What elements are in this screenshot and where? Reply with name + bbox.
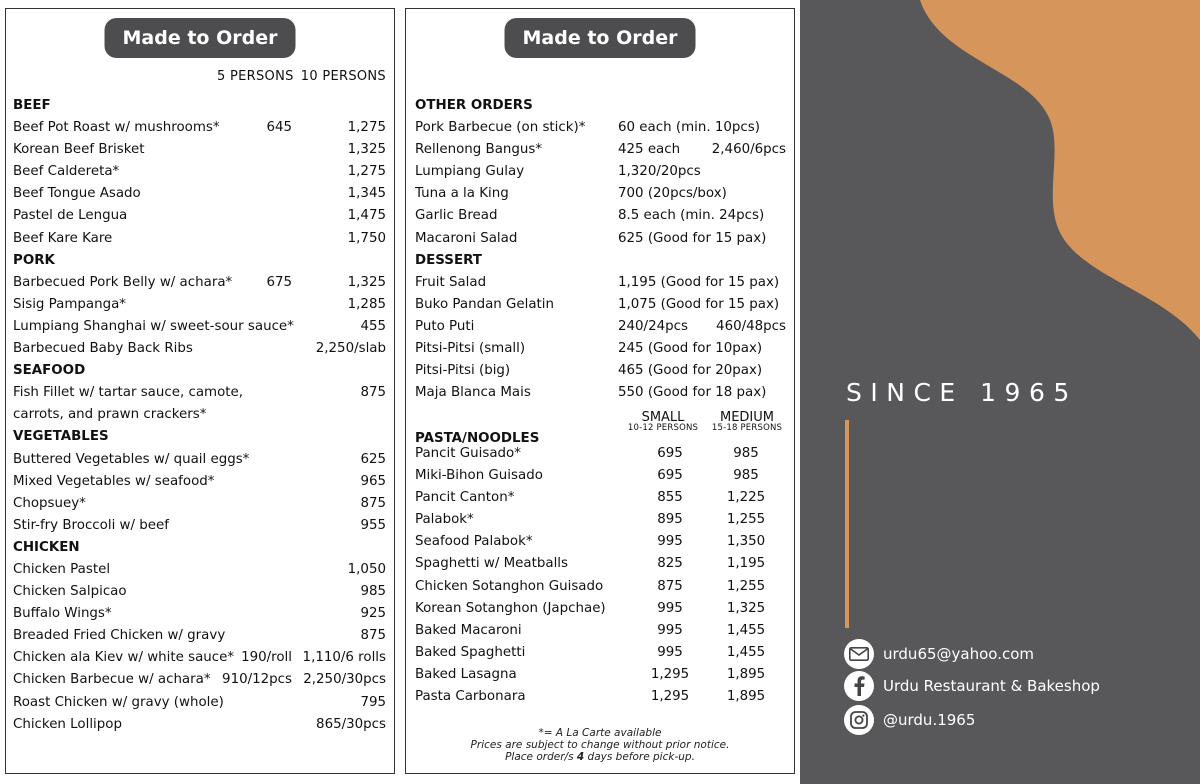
since-year: SINCE 1965 [846, 378, 1078, 407]
item-price: 60 each (min. 10pcs) [618, 120, 760, 136]
menu-item [13, 294, 386, 316]
category-heading [415, 250, 786, 272]
category-name: VEGETABLES [13, 429, 109, 445]
item-price: 1,320/20pcs [618, 164, 701, 180]
footnote-prices: Prices are subject to change without prior notice. [470, 739, 730, 751]
menu-item [13, 471, 386, 493]
menu-item [415, 294, 786, 316]
price-small: 995 [657, 600, 683, 616]
pasta-item [415, 686, 786, 708]
item-name: Chicken Lollipop [13, 716, 122, 732]
pasta-item [415, 664, 786, 686]
price-small: 995 [657, 644, 683, 660]
menu-item [13, 714, 386, 736]
category-name: OTHER ORDERS [415, 98, 533, 113]
category-heading [13, 360, 386, 382]
item-name: Chicken Pastel [13, 561, 111, 577]
item-name: Fruit Salad [415, 274, 487, 290]
item-price: 245 (Good for 10pax) [618, 341, 763, 357]
item-name: Stir-fry Broccoli w/ beef [13, 517, 169, 533]
menu-item [415, 183, 786, 205]
menu-item [415, 161, 786, 183]
price-small: 855 [657, 490, 683, 506]
price-10-persons: 875 [360, 628, 386, 644]
pasta-item [415, 553, 786, 575]
item-name: Buffalo Wings* [13, 606, 112, 622]
item-name: Korean Beef Brisket [13, 142, 145, 158]
other-orders-list [415, 95, 786, 404]
item-name: Pork Barbecue (on stick)* [415, 120, 586, 136]
item-name: Garlic Bread [415, 208, 498, 224]
item-name: Pitsi-Pitsi (big) [415, 363, 511, 379]
item-name: Pasta Carbonara [415, 689, 526, 705]
price-10-persons: 1,110/6 rolls [302, 650, 386, 666]
pasta-item [415, 642, 786, 664]
menu-item [415, 316, 786, 338]
category-heading [13, 426, 386, 448]
menu-item [13, 117, 386, 139]
category-heading [13, 537, 386, 559]
item-name: Chicken Salpicao [13, 584, 127, 600]
item-name: Beef Pot Roast w/ mushrooms* [13, 120, 220, 136]
item-name: Lumpiang Shanghai w/ sweet-sour sauce* [13, 318, 294, 334]
item-price: 465 (Good for 20pax) [618, 363, 763, 379]
item-price: 8.5 each (min. 24pcs) [618, 208, 765, 224]
instagram-contact[interactable] [844, 705, 975, 735]
menu-item [13, 515, 386, 537]
price-small: 995 [657, 622, 683, 638]
price-small: 1,295 [650, 666, 690, 682]
pasta-item [415, 598, 786, 620]
item-price-alt: 2,460/6pcs [711, 142, 786, 158]
envelope-icon [844, 639, 874, 669]
price-5-persons: 645 [266, 120, 292, 136]
item-name: Barbecued Pork Belly w/ achara* [13, 274, 233, 290]
instagram-icon [844, 705, 874, 735]
menu-item [13, 228, 386, 250]
item-name: Maja Blanca Mais [415, 385, 531, 401]
price-small: 825 [657, 556, 683, 572]
price-medium: 1,325 [726, 600, 766, 616]
item-name: Sisig Pampanga* [13, 296, 126, 312]
item-name: Pastel de Lengua [13, 208, 128, 224]
category-name: CHICKEN [13, 539, 80, 555]
item-name: Baked Macaroni [415, 622, 522, 638]
item-name: Pancit Guisado* [415, 446, 521, 461]
menu-item [415, 360, 786, 382]
menu-item [13, 692, 386, 714]
footnote-post: days before pick-up. [584, 751, 695, 763]
menu-item [13, 493, 386, 515]
email-text[interactable]: urdu65@yahoo.com [883, 645, 1034, 663]
category-heading [415, 95, 786, 117]
pasta-list [415, 443, 786, 708]
menu-item [13, 183, 386, 205]
category-heading [13, 250, 386, 272]
price-medium: 1,455 [726, 644, 766, 660]
price-10-persons: 1,050 [347, 561, 386, 577]
price-medium: 985 [733, 446, 759, 461]
small-persons: 10-12 PERSONS [627, 423, 699, 433]
item-price: 240/24pcs [618, 318, 688, 334]
item-name: Barbecued Baby Back Ribs [13, 341, 193, 357]
instagram-text[interactable]: @urdu.1965 [883, 711, 976, 729]
menu-item [13, 205, 386, 227]
menu-panel-middle [405, 8, 795, 774]
item-name: Lumpiang Gulay [415, 164, 525, 180]
item-name: Tuna a la King [415, 186, 509, 202]
pasta-item [415, 576, 786, 598]
item-price: 625 (Good for 15 pax) [618, 230, 767, 246]
price-medium: 1,255 [726, 578, 766, 594]
facebook-contact[interactable] [844, 671, 1100, 701]
menu-item [13, 559, 386, 581]
price-5-persons: 675 [266, 274, 292, 290]
item-name: Chicken ala Kiev w/ white sauce* [13, 650, 235, 666]
item-name: Spaghetti w/ Meatballs [415, 556, 568, 572]
facebook-icon [844, 671, 874, 701]
category-name: PORK [13, 252, 55, 268]
menu-item [415, 272, 786, 294]
item-name: Baked Spaghetti [415, 644, 526, 660]
medium-label: MEDIUM [719, 410, 774, 425]
menu-item [13, 581, 386, 603]
column-header-5-persons: 5 PERSONS [217, 69, 294, 84]
item-name: Beef Caldereta* [13, 164, 120, 180]
menu-item [13, 647, 386, 669]
item-name: Roast Chicken w/ gravy (whole) [13, 694, 224, 710]
price-small: 1,295 [650, 689, 690, 705]
item-name: Palabok* [415, 512, 474, 528]
pasta-item [415, 487, 786, 509]
pasta-item [415, 465, 786, 487]
price-medium: 1,225 [726, 490, 766, 506]
item-price: 1,195 (Good for 15 pax) [618, 274, 780, 290]
menu-item [13, 449, 386, 471]
item-name: Baked Lasagna [415, 666, 517, 682]
price-10-persons: 875 [360, 385, 386, 401]
item-name: Seafood Palabok* [415, 534, 533, 550]
column-header-10-persons: 10 PERSONS [300, 69, 386, 84]
menu-item [13, 669, 386, 691]
menu-item [415, 205, 786, 227]
price-10-persons: 1,345 [347, 186, 386, 202]
category-name: DESSERT [415, 252, 482, 268]
item-name: Beef Tongue Asado [13, 186, 141, 202]
menu-item [13, 272, 386, 294]
accent-bar [845, 420, 849, 628]
price-medium: 1,195 [726, 556, 766, 572]
price-10-persons: 455 [360, 318, 386, 334]
menu-item [13, 625, 386, 647]
price-small: 695 [657, 468, 683, 484]
footnote-days: 4 [576, 751, 585, 763]
item-name: Korean Sotanghon (Japchae) [415, 600, 606, 616]
pasta-item [415, 509, 786, 531]
price-10-persons: 1,275 [347, 120, 386, 136]
price-small: 695 [657, 446, 683, 461]
email-contact[interactable] [844, 639, 1034, 669]
price-small: 875 [657, 578, 683, 594]
price-medium: 985 [733, 468, 759, 484]
footnote-pre: Place order/s [505, 751, 577, 763]
menu-item [13, 139, 386, 161]
item-name: Macaroni Salad [415, 230, 518, 246]
price-10-persons: 955 [360, 517, 386, 533]
price-medium: 1,895 [726, 689, 766, 705]
item-name: Breaded Fried Chicken w/ gravy [13, 628, 226, 644]
pasta-item [415, 443, 786, 465]
menu-item [415, 228, 786, 250]
category-name: SEAFOOD [13, 363, 86, 379]
footnotes [406, 727, 794, 763]
menu-item [415, 382, 786, 404]
item-name: Chopsuey* [13, 495, 86, 511]
menu-item [415, 117, 786, 139]
menu-item [13, 161, 386, 183]
price-medium: 1,255 [726, 512, 766, 528]
item-name: Chicken Sotanghon Guisado [415, 578, 604, 594]
item-price: 550 (Good for 18 pax) [618, 385, 767, 401]
price-small: 995 [657, 534, 683, 550]
price-10-persons: 1,325 [347, 142, 386, 158]
left-menu-list [13, 95, 386, 736]
menu-item [415, 338, 786, 360]
item-price: 700 (20pcs/box) [618, 186, 727, 202]
item-name: Beef Kare Kare [13, 230, 113, 246]
item-price-alt: 460/48pcs [716, 318, 786, 334]
brand-side-panel [800, 0, 1200, 784]
pasta-item [415, 531, 786, 553]
item-name: Miki-Bihon Guisado [415, 468, 543, 484]
category-name: BEEF [13, 98, 51, 113]
menu-item [415, 139, 786, 161]
menu-item [13, 603, 386, 625]
item-price: 1,075 (Good for 15 pax) [618, 296, 780, 312]
pasta-item [415, 620, 786, 642]
price-10-persons: 985 [360, 584, 386, 600]
item-name: Fish Fillet w/ tartar sauce, camote, carrots, and prawn crackers* [13, 385, 244, 423]
facebook-text[interactable]: Urdu Restaurant & Bakeshop [883, 677, 1100, 695]
item-name: Puto Puti [415, 318, 475, 334]
item-name: Pancit Canton* [415, 490, 515, 506]
price-10-persons: 965 [360, 473, 386, 489]
price-5-persons: 910/12pcs [222, 672, 292, 688]
item-name: Mixed Vegetables w/ seafood* [13, 473, 215, 489]
price-medium: 1,455 [726, 622, 766, 638]
price-small: 895 [657, 512, 683, 528]
footnote-order-lead-time [406, 751, 794, 763]
menu-item [13, 338, 386, 360]
item-name: Rellenong Bangus* [415, 142, 543, 158]
price-medium: 1,350 [726, 534, 766, 550]
price-10-persons: 925 [360, 606, 386, 622]
price-10-persons: 1,275 [347, 164, 386, 180]
menu-item [13, 382, 386, 426]
made-to-order-badge: Made to Order [105, 18, 296, 58]
small-size-header [618, 411, 708, 433]
price-10-persons: 2,250/30pcs [303, 672, 386, 688]
price-10-persons: 625 [360, 451, 386, 467]
item-name: Pitsi-Pitsi (small) [415, 341, 526, 357]
price-10-persons: 865/30pcs [316, 716, 386, 732]
price-10-persons: 1,475 [347, 208, 386, 224]
category-heading [13, 95, 386, 117]
item-name: Buko Pandan Gelatin [415, 296, 555, 312]
menu-panel-left [5, 8, 395, 774]
item-price: 425 each [618, 142, 681, 158]
price-10-persons: 1,750 [347, 230, 386, 246]
price-10-persons: 875 [360, 495, 386, 511]
small-label: SMALL [641, 410, 685, 425]
item-name: Chicken Barbecue w/ achara* [13, 672, 211, 688]
pasta-title: PASTA/NOODLES [415, 431, 540, 446]
menu-item [13, 316, 386, 338]
medium-size-header [702, 411, 792, 433]
made-to-order-badge-2: Made to Order [505, 18, 696, 58]
price-10-persons: 1,325 [347, 274, 386, 290]
footnote-a-la-carte: *= A La Carte available [538, 727, 662, 739]
medium-persons: 15-18 PERSONS [711, 423, 783, 433]
price-medium: 1,895 [726, 666, 766, 682]
price-10-persons: 1,285 [347, 296, 386, 312]
price-10-persons: 2,250/slab [315, 341, 386, 357]
item-name: Buttered Vegetables w/ quail eggs* [13, 451, 250, 467]
price-10-persons: 795 [360, 694, 386, 710]
price-5-persons: 190/roll [241, 650, 292, 666]
